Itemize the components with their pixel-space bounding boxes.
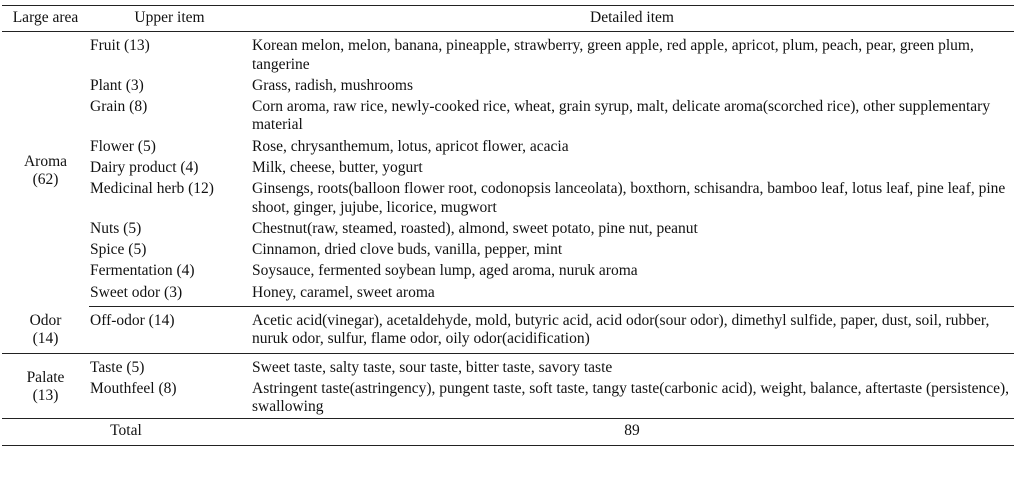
table-row bbox=[2, 32, 1014, 76]
upper-item: Mouthfeel (8) bbox=[90, 379, 177, 397]
table-row bbox=[2, 379, 1014, 419]
total-label: Total bbox=[2, 419, 250, 445]
area-name: Aroma bbox=[23, 152, 68, 170]
area-cell-aroma bbox=[2, 32, 89, 307]
detailed-item: Acetic acid(vinegar), acetaldehyde, mold, butyric acid, acid odor(sour odor), dimethyl sulfide, paper, dust, soil, rubber, nuruk odor, sulfur, flame odor, oily odor(acidification) bbox=[250, 306, 1014, 353]
table-row bbox=[2, 261, 1014, 282]
area-name: Odor bbox=[29, 311, 62, 329]
detailed-item: Cinnamon, dried clove buds, vanilla, pepper, mint bbox=[252, 241, 563, 259]
upper-item: Off-odor (14) bbox=[89, 306, 250, 353]
table-row bbox=[2, 76, 1014, 97]
header-upper-item: Upper item bbox=[89, 6, 250, 32]
upper-item: Fermentation (4) bbox=[90, 262, 195, 280]
table-row bbox=[2, 306, 1014, 353]
upper-item: Fruit (13) bbox=[90, 37, 150, 55]
upper-item: Flower (5) bbox=[90, 137, 156, 155]
detailed-item: Rose, chrysanthemum, lotus, apricot flower, acacia bbox=[252, 137, 569, 155]
table-row bbox=[2, 219, 1014, 240]
area-name: Palate bbox=[26, 369, 65, 387]
upper-item: Nuts (5) bbox=[90, 219, 142, 237]
upper-item: Taste (5) bbox=[90, 358, 145, 376]
area-count: (14) bbox=[32, 329, 59, 347]
header-row bbox=[2, 6, 1014, 32]
upper-item: Plant (3) bbox=[90, 76, 144, 94]
area-cell-palate bbox=[2, 353, 89, 419]
detailed-item: Astringent taste(astringency), pungent taste, soft taste, tangy taste(carbonic acid), weight, balance, aftertaste (persistence), swallowing bbox=[252, 379, 1010, 416]
table-row bbox=[2, 97, 1014, 137]
detailed-item: Milk, cheese, butter, yogurt bbox=[252, 158, 423, 176]
table-row bbox=[2, 137, 1014, 158]
detailed-item: Honey, caramel, sweet aroma bbox=[250, 283, 1014, 307]
upper-item: Spice (5) bbox=[90, 241, 147, 259]
detailed-item: Korean melon, melon, banana, pineapple, strawberry, green apple, red apple, apricot, plum, peach, pear, green plum, tangerine bbox=[252, 37, 974, 73]
total-row bbox=[2, 419, 1014, 445]
detailed-item: Grass, radish, mushrooms bbox=[252, 76, 414, 94]
area-count: (13) bbox=[32, 387, 59, 405]
table-row bbox=[2, 240, 1014, 261]
table-row bbox=[2, 158, 1014, 179]
total-value: 89 bbox=[250, 419, 1014, 445]
detailed-item: Sweet taste, salty taste, sour taste, bitter taste, savory taste bbox=[252, 358, 613, 376]
area-cell-odor bbox=[2, 306, 89, 353]
detailed-item: Chestnut(raw, steamed, roasted), almond, sweet potato, pine nut, peanut bbox=[252, 219, 698, 237]
upper-item: Medicinal herb (12) bbox=[90, 180, 214, 198]
header-large-area: Large area bbox=[2, 6, 89, 32]
header-detailed-item: Detailed item bbox=[250, 6, 1014, 32]
upper-item: Grain (8) bbox=[90, 98, 148, 116]
detailed-item: Corn aroma, raw rice, newly-cooked rice, wheat, grain syrup, malt, delicate aroma(scorched rice), other supplementary material bbox=[252, 98, 991, 134]
area-count: (62) bbox=[32, 170, 59, 188]
upper-item: Sweet odor (3) bbox=[89, 283, 250, 307]
table-row bbox=[2, 283, 1014, 307]
upper-item: Dairy product (4) bbox=[90, 158, 199, 176]
flavor-lexicon-table bbox=[2, 5, 1014, 446]
detailed-item: Soysauce, fermented soybean lump, aged aroma, nuruk aroma bbox=[252, 262, 638, 280]
detailed-item: Ginsengs, roots(balloon flower root, codonopsis lanceolata), boxthorn, schisandra, bamboo leaf, lotus leaf, pine leaf, pine shoot, ginger, jujube, licorice, mugwort bbox=[252, 180, 1006, 216]
flavor-table-container bbox=[0, 5, 1018, 490]
table-row bbox=[2, 179, 1014, 219]
table-row bbox=[2, 353, 1014, 379]
